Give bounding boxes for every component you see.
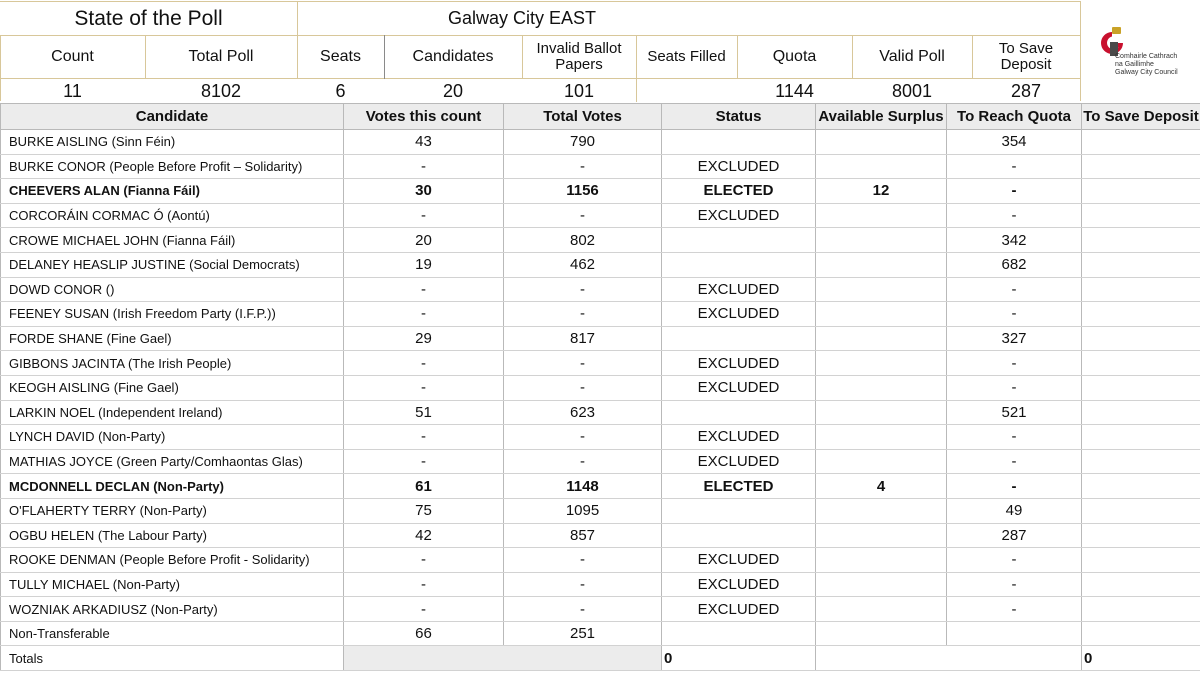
to-reach-quota-cell: 682 (947, 252, 1082, 277)
table-row (1, 597, 1200, 622)
total-poll-value: 8102 (200, 81, 242, 102)
totals-row (1, 646, 1200, 671)
candidate-name-cell: O'FLAHERTY TERRY (Non-Party) (1, 498, 344, 523)
page-title: State of the Poll (74, 6, 223, 30)
available-surplus-cell (816, 400, 947, 425)
table-row (1, 474, 1200, 499)
count-label: Count (51, 47, 94, 65)
quota-label: Quota (772, 47, 817, 65)
candidate-name-cell: TULLY MICHAEL (Non-Party) (1, 572, 344, 597)
logo-line-2: na Gaillimhe (1115, 61, 1154, 68)
total-votes-cell: - (504, 302, 662, 327)
table-row (1, 351, 1200, 376)
votes-this-count-cell: 43 (344, 130, 504, 155)
votes-this-count-cell: 51 (344, 400, 504, 425)
candidate-name-cell: GIBBONS JACINTA (The Irish People) (1, 351, 344, 376)
invalid-ballot-value: 101 (563, 81, 595, 102)
column-header-to-save-deposit: To Save Deposit (1082, 104, 1200, 130)
available-surplus-cell (816, 302, 947, 327)
to-reach-quota-cell: - (947, 351, 1082, 376)
votes-this-count-cell: 20 (344, 228, 504, 253)
votes-this-count-cell: - (344, 277, 504, 302)
total-votes-cell: 462 (504, 252, 662, 277)
total-votes-cell: 1156 (504, 179, 662, 204)
votes-this-count-cell: - (344, 597, 504, 622)
available-surplus-cell (816, 548, 947, 573)
to-reach-quota-cell: - (947, 572, 1082, 597)
table-row (1, 203, 1200, 228)
to-save-deposit-cell (1082, 302, 1200, 327)
available-surplus-cell (816, 154, 947, 179)
candidate-name-cell: OGBU HELEN (The Labour Party) (1, 523, 344, 548)
total-votes-cell: - (504, 548, 662, 573)
candidate-name-cell: CROWE MICHAEL JOHN (Fianna Fáil) (1, 228, 344, 253)
candidates-label: Candidates (412, 47, 494, 65)
column-header-candidate: Candidate (1, 104, 344, 130)
status-cell (662, 130, 816, 155)
status-cell (662, 252, 816, 277)
available-surplus-cell (816, 498, 947, 523)
candidate-name-cell: LARKIN NOEL (Independent Ireland) (1, 400, 344, 425)
valid-poll-label: Valid Poll (879, 47, 945, 65)
candidate-name-cell: CHEEVERS ALAN (Fianna Fáil) (1, 179, 344, 204)
candidate-name-cell: MCDONNELL DECLAN (Non-Party) (1, 474, 344, 499)
status-cell: EXCLUDED (662, 425, 816, 450)
to-save-deposit-cell (1082, 179, 1200, 204)
status-cell: EXCLUDED (662, 572, 816, 597)
status-cell: EXCLUDED (662, 302, 816, 327)
available-surplus-cell (816, 351, 947, 376)
to-reach-quota-cell: - (947, 277, 1082, 302)
table-row (1, 179, 1200, 204)
votes-this-count-cell: 61 (344, 474, 504, 499)
candidate-name-cell: KEOGH AISLING (Fine Gael) (1, 375, 344, 400)
candidate-name-cell: BURKE CONOR (People Before Profit – Solidarity) (1, 154, 344, 179)
to-reach-quota-cell: - (947, 154, 1082, 179)
total-votes-cell: 790 (504, 130, 662, 155)
available-surplus-cell (816, 252, 947, 277)
to-reach-quota-cell: 354 (947, 130, 1082, 155)
total-votes-cell: - (504, 425, 662, 450)
to-reach-quota-cell: - (947, 375, 1082, 400)
to-save-deposit-cell (1082, 548, 1200, 573)
to-reach-quota-cell: 342 (947, 228, 1082, 253)
votes-this-count-cell: - (344, 425, 504, 450)
to-save-deposit-cell (1082, 130, 1200, 155)
status-cell (662, 326, 816, 351)
candidate-name-cell: BURKE AISLING (Sinn Féin) (1, 130, 344, 155)
total-votes-cell: 802 (504, 228, 662, 253)
to-reach-quota-cell: 49 (947, 498, 1082, 523)
to-save-deposit-cell (1082, 498, 1200, 523)
to-reach-quota-cell: - (947, 179, 1082, 204)
table-row (1, 375, 1200, 400)
to-save-deposit-cell (1082, 154, 1200, 179)
to-save-deposit-cell (1082, 425, 1200, 450)
candidate-name-cell: LYNCH DAVID (Non-Party) (1, 425, 344, 450)
column-header-status: Status (662, 104, 816, 130)
available-surplus-cell: 4 (816, 474, 947, 499)
to-reach-quota-cell: - (947, 302, 1082, 327)
to-save-deposit-cell (1082, 351, 1200, 376)
to-save-deposit-cell (1082, 326, 1200, 351)
table-row (1, 326, 1200, 351)
total-poll-label: Total Poll (188, 47, 254, 65)
candidates-value: 20 (442, 81, 464, 102)
available-surplus-cell (816, 228, 947, 253)
to-save-deposit-cell (1082, 572, 1200, 597)
votes-this-count-cell: - (344, 203, 504, 228)
votes-this-count-cell: 75 (344, 498, 504, 523)
table-row (1, 154, 1200, 179)
to-reach-quota-cell: - (947, 425, 1082, 450)
table-row (1, 449, 1200, 474)
status-cell: EXCLUDED (662, 597, 816, 622)
votes-this-count-cell: 30 (344, 179, 504, 204)
to-save-deposit-cell (1082, 449, 1200, 474)
candidate-name-cell: DELANEY HEASLIP JUSTINE (Social Democrats) (1, 252, 344, 277)
candidate-name-cell: DOWD CONOR () (1, 277, 344, 302)
candidate-name-cell: FEENEY SUSAN (Irish Freedom Party (I.F.P.)) (1, 302, 344, 327)
total-votes-cell: - (504, 449, 662, 474)
table-row (1, 572, 1200, 597)
logo-line-1: Comhairle Cathrach (1115, 53, 1178, 60)
status-cell (662, 400, 816, 425)
available-surplus-cell (816, 277, 947, 302)
totals-status-value: 0 (662, 646, 816, 671)
total-votes-cell: 1148 (504, 474, 662, 499)
votes-this-count-cell: - (344, 302, 504, 327)
candidate-name-cell: CORCORÁIN CORMAC Ó (Aontú) (1, 203, 344, 228)
status-cell: EXCLUDED (662, 154, 816, 179)
status-cell: EXCLUDED (662, 277, 816, 302)
to-reach-quota-cell: - (947, 203, 1082, 228)
status-cell: EXCLUDED (662, 548, 816, 573)
status-cell (662, 498, 816, 523)
to-save-deposit-cell (1082, 400, 1200, 425)
candidate-name-cell: ROOKE DENMAN (People Before Profit - Solidarity) (1, 548, 344, 573)
available-surplus-cell (816, 425, 947, 450)
votes-this-count-cell: 42 (344, 523, 504, 548)
available-surplus-cell (816, 449, 947, 474)
table-row (1, 425, 1200, 450)
available-surplus-cell: 12 (816, 179, 947, 204)
votes-this-count-cell: - (344, 351, 504, 376)
seats-filled-value (636, 80, 737, 103)
to-save-deposit-cell (1082, 203, 1200, 228)
total-votes-cell: - (504, 154, 662, 179)
count-value: 11 (63, 81, 82, 102)
candidate-name-cell: MATHIAS JOYCE (Green Party/Comhaontas Glas) (1, 449, 344, 474)
seats-value: 6 (335, 81, 346, 102)
table-row (1, 228, 1200, 253)
status-cell: EXCLUDED (662, 351, 816, 376)
table-row (1, 252, 1200, 277)
column-header-to-reach-quota: To Reach Quota (947, 104, 1082, 130)
table-row (1, 130, 1200, 155)
to-save-deposit-cell (1082, 228, 1200, 253)
to-save-deposit-label: To Save Deposit (998, 40, 1054, 73)
to-reach-quota-cell: 287 (947, 523, 1082, 548)
to-save-deposit-value: 287 (1010, 81, 1042, 102)
votes-this-count-cell: 29 (344, 326, 504, 351)
table-row (1, 277, 1200, 302)
votes-this-count-cell: - (344, 449, 504, 474)
to-reach-quota-cell: - (947, 449, 1082, 474)
total-votes-cell: 817 (504, 326, 662, 351)
table-row (1, 548, 1200, 573)
to-save-deposit-cell (1082, 277, 1200, 302)
available-surplus-cell (816, 326, 947, 351)
galway-city-council-logo (1094, 22, 1194, 82)
status-cell: EXCLUDED (662, 375, 816, 400)
votes-this-count-cell: - (344, 154, 504, 179)
status-cell: ELECTED (662, 179, 816, 204)
total-votes-cell: - (504, 597, 662, 622)
total-votes-cell: - (504, 203, 662, 228)
total-votes-cell: - (504, 572, 662, 597)
constituency-name: Galway City EAST (447, 7, 597, 28)
to-reach-quota-cell: - (947, 597, 1082, 622)
table-row (1, 498, 1200, 523)
table-row (1, 523, 1200, 548)
total-votes-cell: - (504, 351, 662, 376)
results-table (0, 103, 1200, 671)
seats-label: Seats (320, 47, 361, 65)
column-header-votes-this-count: Votes this count (344, 104, 504, 130)
candidate-name-cell: FORDE SHANE (Fine Gael) (1, 326, 344, 351)
to-reach-quota-cell: 521 (947, 400, 1082, 425)
available-surplus-cell (816, 375, 947, 400)
total-votes-cell: 857 (504, 523, 662, 548)
status-cell (662, 228, 816, 253)
column-header-available-surplus: Available Surplus (816, 104, 947, 130)
logo-line-3: Galway City Council (1115, 69, 1178, 76)
status-cell: ELECTED (662, 474, 816, 499)
non-transferable-total: 251 (504, 621, 662, 646)
candidate-name-cell: WOZNIAK ARKADIUSZ (Non-Party) (1, 597, 344, 622)
to-save-deposit-cell (1082, 252, 1200, 277)
available-surplus-cell (816, 597, 947, 622)
to-save-deposit-cell (1082, 523, 1200, 548)
votes-this-count-cell: 19 (344, 252, 504, 277)
totals-deposit-value: 0 (1082, 646, 1200, 671)
votes-this-count-cell: - (344, 375, 504, 400)
total-votes-cell: - (504, 277, 662, 302)
seats-filled-label: Seats Filled (647, 48, 726, 66)
available-surplus-cell (816, 523, 947, 548)
to-save-deposit-cell (1082, 375, 1200, 400)
status-cell (662, 523, 816, 548)
non-transferable-row (1, 621, 1200, 646)
available-surplus-cell (816, 203, 947, 228)
total-votes-cell: 1095 (504, 498, 662, 523)
total-votes-cell: 623 (504, 400, 662, 425)
to-reach-quota-cell: - (947, 548, 1082, 573)
status-cell: EXCLUDED (662, 203, 816, 228)
non-transferable-votes: 66 (344, 621, 504, 646)
column-header-total-votes: Total Votes (504, 104, 662, 130)
to-save-deposit-cell (1082, 597, 1200, 622)
totals-label: Totals (1, 646, 344, 671)
invalid-ballot-label: Invalid Ballot Papers (536, 40, 622, 73)
status-cell: EXCLUDED (662, 449, 816, 474)
non-transferable-label: Non-Transferable (1, 621, 344, 646)
available-surplus-cell (816, 572, 947, 597)
valid-poll-value: 8001 (891, 81, 933, 102)
to-reach-quota-cell: - (947, 474, 1082, 499)
to-reach-quota-cell: 327 (947, 326, 1082, 351)
table-row (1, 400, 1200, 425)
to-save-deposit-cell (1082, 474, 1200, 499)
total-votes-cell: - (504, 375, 662, 400)
votes-this-count-cell: - (344, 572, 504, 597)
available-surplus-cell (816, 130, 947, 155)
quota-value: 1144 (775, 81, 814, 102)
table-row (1, 302, 1200, 327)
votes-this-count-cell: - (344, 548, 504, 573)
table-header-row (1, 104, 1200, 130)
